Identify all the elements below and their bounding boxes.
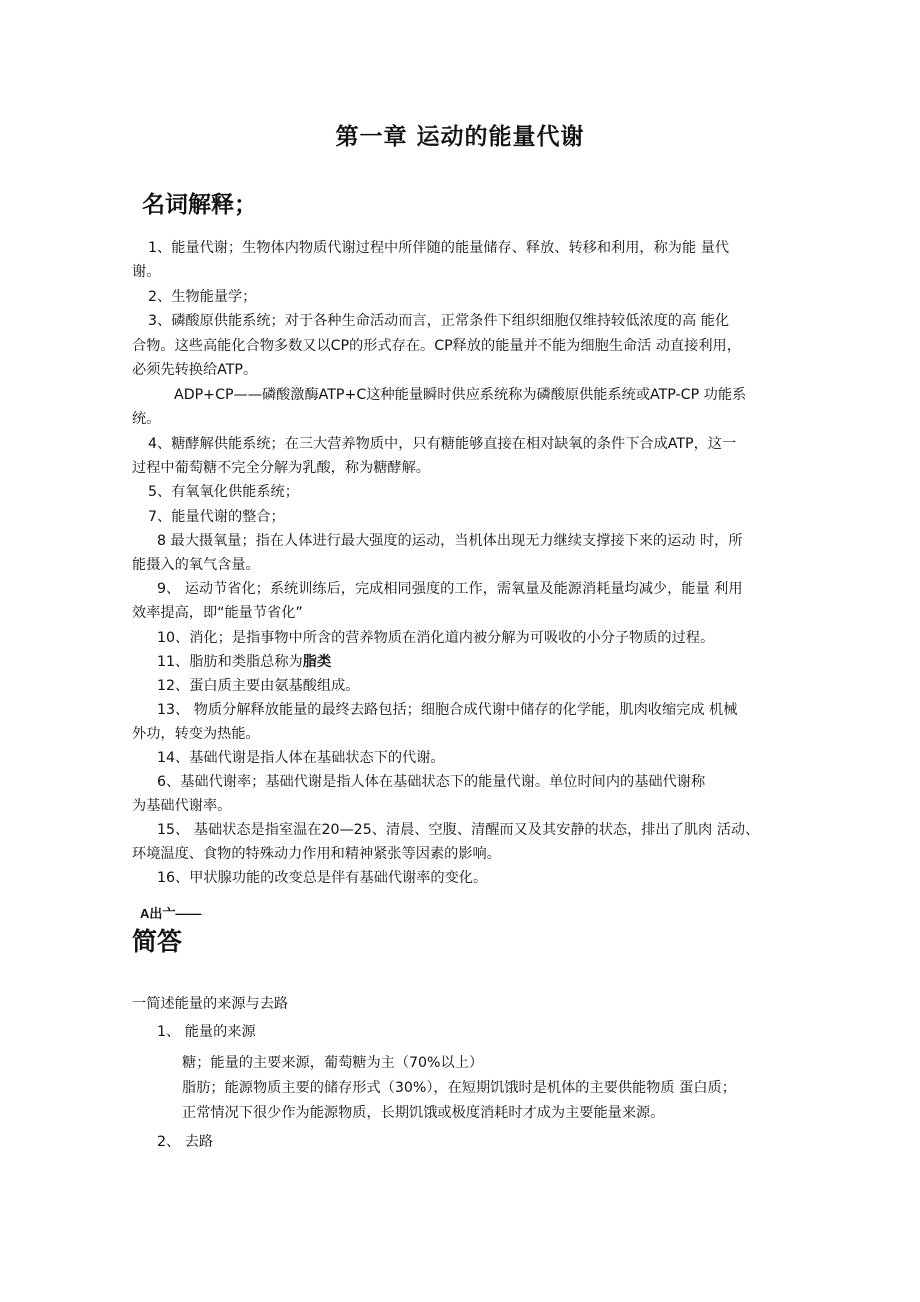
section-heading-terms: 名词解释；	[142, 192, 257, 218]
term-8-line-1: 8 最大摄氧量；指在人体进行最大强度的运动，当机体出现无力继续支撑接下来的运动 时，所	[157, 533, 743, 549]
answer-protein: 正常情况下很少作为能源物质，长期饥饿或极度消耗时才成为主要能量来源。	[182, 1105, 665, 1121]
term-7: 7、能量代谢的整合；	[148, 509, 285, 525]
term-1-line-2: 谢。	[132, 264, 161, 280]
term-16: 16、甲状腺功能的改变总是伴有基础代谢率的变化。	[157, 870, 488, 886]
term-13-line-1: 13、 物质分解释放能量的最终去路包括；细胞合成代谢中储存的化学能，肌肉收缩完成 机械	[157, 702, 738, 718]
answer-subheading-2: 2、 去路	[157, 1134, 214, 1150]
section-heading-answers: 简答	[132, 927, 183, 956]
term-3-line-4: ADP+CP——磷酸激酶ATP+C这种能量瞬时供应系统称为磷酸原供能系统或ATP-CP 功能系	[174, 387, 747, 403]
term-15-line-2: 环境温度、食物的特殊动力作用和精神紧张等因素的影响。	[132, 846, 501, 862]
term-15-line-1: 15、 基础状态是指室温在20—25、清晨、空腹、清醒而又及其安静的状态，排出了肌肉 活动、	[157, 822, 760, 838]
term-8-line-2: 能摄入的氧气含量。	[132, 557, 260, 573]
term-2: 2、生物能量学；	[148, 289, 257, 305]
answer-question-1: 一简述能量的来源与去路	[132, 996, 289, 1012]
term-3-line-3: 必须先转换给ATP。	[132, 362, 258, 378]
chapter-title: 第一章 运动的能量代谢	[335, 124, 585, 150]
term-3-line-1: 3、磷酸原供能系统；对于各种生命活动而言，正常条件下组织细胞仅维持较低浓度的高 能化	[148, 313, 730, 329]
term-11	[157, 652, 331, 672]
term-4-line-2: 过程中葡萄糖不完全分解为乳酸，称为糖酵解。	[132, 460, 430, 476]
term-14: 14、基础代谢是指人体在基础状态下的代谢。	[157, 750, 445, 766]
term-12: 12、蛋白质主要由氨基酸组成。	[157, 678, 360, 694]
answer-sugar: 糖；能量的主要来源，葡萄糖为主（70%以上）	[182, 1055, 484, 1071]
term-9-line-1: 9、 运动节省化；系统训练后，完成相同强度的工作，需氧量及能源消耗量均减少，能量 利用	[157, 581, 743, 597]
term-6-line-1: 6、基础代谢率；基础代谢是指人体在基础状态下的能量代谢。单位时间内的基础代谢称	[157, 774, 706, 790]
term-10: 10、消化；是指事物中所含的营养物质在消化道内被分解为可吸收的小分子物质的过程。	[157, 630, 715, 646]
term-11-text: 11、脂肪和类脂总称为	[157, 654, 303, 670]
term-13-line-2: 外功，转变为热能。	[132, 726, 260, 742]
term-3-line-2: 合物。这些高能化合物多数又以CP的形式存在。CP释放的能量并不能为细胞生命活 动直接利用，	[132, 338, 741, 354]
term-6-line-2: 为基础代谢率。	[132, 798, 232, 814]
answer-subheading-1: 1、 能量的来源	[157, 1024, 256, 1040]
answer-fat: 脂肪；能源物质主要的储存形式（30%），在短期饥饿时是机体的主要供能物质 蛋白质；	[182, 1080, 736, 1096]
term-11-bold: 脂类	[302, 654, 332, 670]
term-3-line-5: 统。	[132, 411, 161, 427]
stray-heading: A出亠——	[140, 906, 202, 921]
term-4-line-1: 4、糖酵解供能系统；在三大营养物质中，只有糖能够直接在相对缺氧的条件下合成ATP，这一	[148, 436, 737, 452]
term-9-line-2: 效率提高，即“能量节省化”	[132, 605, 303, 621]
term-5: 5、有氧氧化供能系统；	[148, 484, 299, 500]
term-1-line-1: 1、能量代谢；生物体内物质代谢过程中所伴随的能量储存、释放、转移和利用，称为能 量代	[148, 240, 730, 256]
